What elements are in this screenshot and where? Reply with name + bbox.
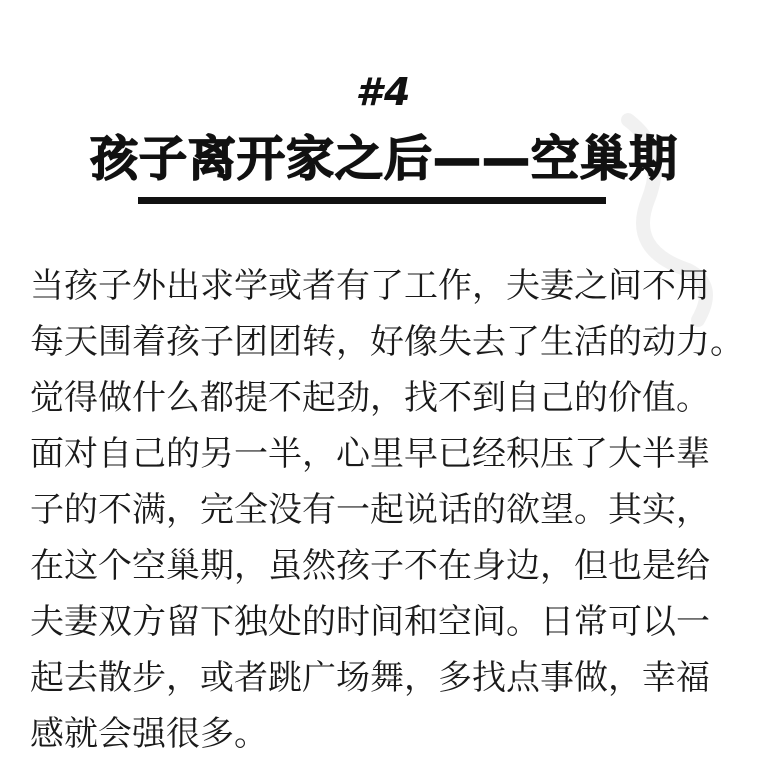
section-title: 孩子离开家之后——空巢期	[89, 131, 678, 187]
body-line: 夫妻双方留下独处的时间和空间。日常可以一	[30, 602, 710, 642]
body-line: 感就会强很多。	[30, 714, 268, 754]
article-body	[30, 258, 742, 762]
body-line: 当孩子外出求学或者有了工作，夫妻之间不用	[30, 266, 710, 306]
body-line: 起去散步，或者跳广场舞，多找点事做，幸福	[30, 658, 710, 698]
body-line: 在这个空巢期，虽然孩子不在身边，但也是给	[30, 546, 710, 586]
section-number: #4	[355, 70, 413, 114]
body-line: 子的不满，完全没有一起说话的欲望。其实，	[30, 490, 710, 530]
title-divider	[138, 197, 606, 204]
body-line: 面对自己的另一半，心里早已经积压了大半辈	[30, 434, 710, 474]
body-line: 觉得做什么都提不起劲，找不到自己的价值。	[30, 378, 710, 418]
body-line: 每天围着孩子团团转，好像失去了生活的动力。	[30, 322, 744, 362]
